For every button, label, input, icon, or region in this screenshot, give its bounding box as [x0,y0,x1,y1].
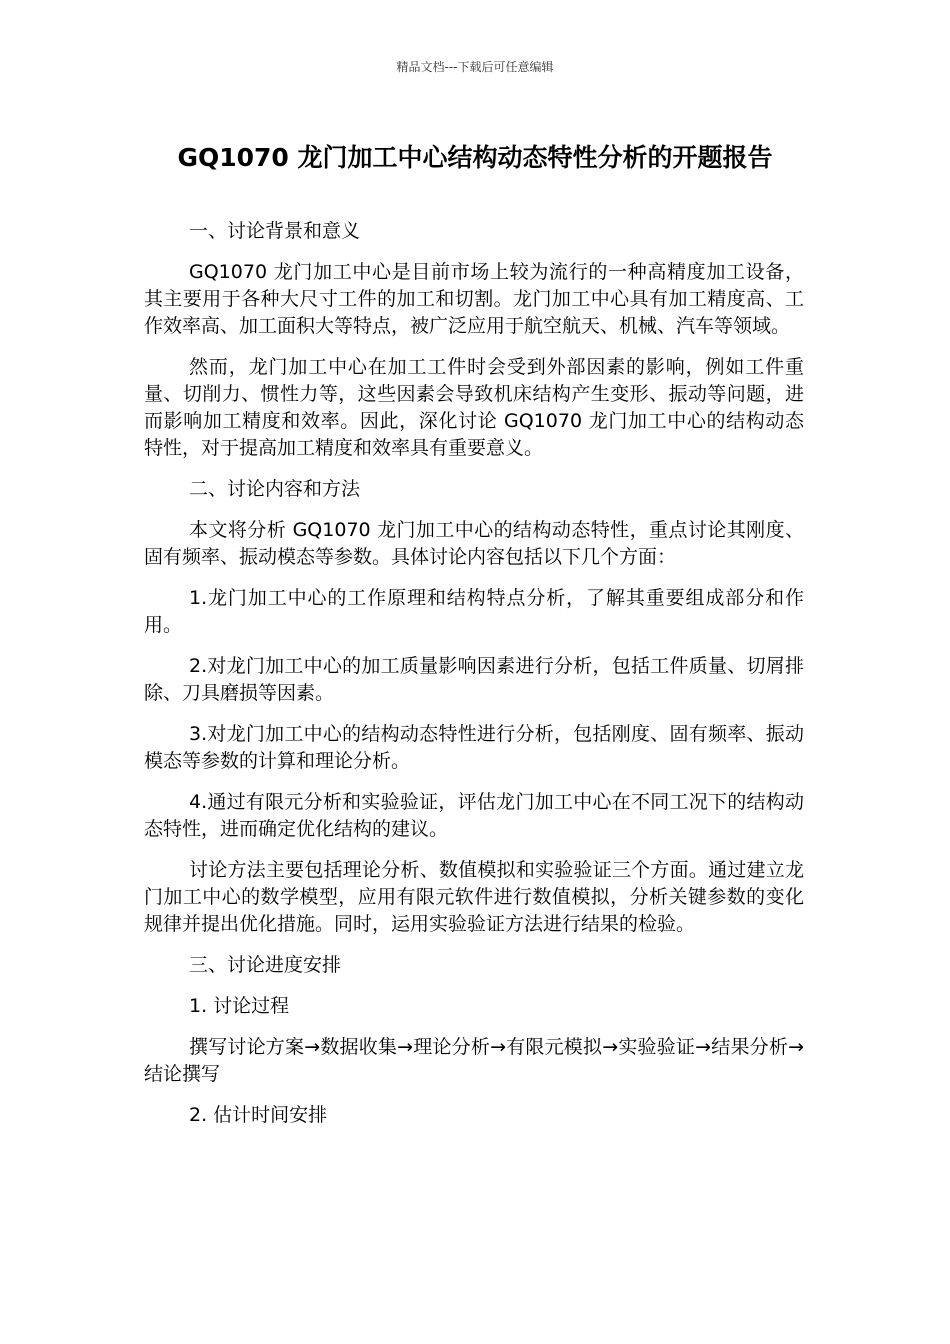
paragraph: 然而，龙门加工中心在加工工件时会受到外部因素的影响，例如工件重量、切削力、惯性力等，这些因素会导致机床结构产生变形、振动等问题，进而影响加工精度和效率。因此，深化讨论 GQ1070 龙门加工中心的结构动态特性，对于提高加工精度和效率具有重要意义。 [144,356,804,459]
paragraph: 本文将分析 GQ1070 龙门加工中心的结构动态特性，重点讨论其刚度、固有频率、振动模态等参数。具体讨论内容包括以下几个方面： [144,519,804,568]
list-item: 4.通过有限元分析和实验验证，评估龙门加工中心在不同工况下的结构动态特性，进而确定优化结构的建议。 [144,791,804,840]
page-header: 精品文档---下载后可任意编辑 [396,60,554,74]
document-body [144,218,804,1143]
subheading: 1. 讨论过程 [189,995,290,1017]
subheading: 2. 估计时间安排 [189,1104,328,1126]
section-heading-schedule: 三、讨论进度安排 [189,954,342,976]
list-item: 3.对龙门加工中心的结构动态特性进行分析，包括刚度、固有频率、振动模态等参数的计算和理论分析。 [144,723,804,772]
section-heading-background: 一、讨论背景和意义 [189,220,361,242]
list-item: 1.龙门加工中心的工作原理和结构特点分析，了解其重要组成部分和作用。 [144,587,804,636]
paragraph: 撰写讨论方案→数据收集→理论分析→有限元模拟→实验验证→结果分析→结论撰写 [144,1036,804,1085]
list-item: 2.对龙门加工中心的加工质量影响因素进行分析，包括工件质量、切屑排除、刀具磨损等因素。 [144,655,804,704]
document-title: GQ1070 龙门加工中心结构动态特性分析的开题报告 [177,143,773,172]
paragraph: GQ1070 龙门加工中心是目前市场上较为流行的一种高精度加工设备，其主要用于各种大尺寸工件的加工和切割。龙门加工中心具有加工精度高、工作效率高、加工面积大等特点，被广泛应用于航空航天、机械、汽车等领域。 [144,261,804,337]
section-heading-content-methods: 二、讨论内容和方法 [189,478,361,500]
paragraph: 讨论方法主要包括理论分析、数值模拟和实验验证三个方面。通过建立龙门加工中心的数学模型，应用有限元软件进行数值模拟，分析关键参数的变化规律并提出优化措施。同时，运用实验验证方法进行结果的检验。 [144,859,804,935]
